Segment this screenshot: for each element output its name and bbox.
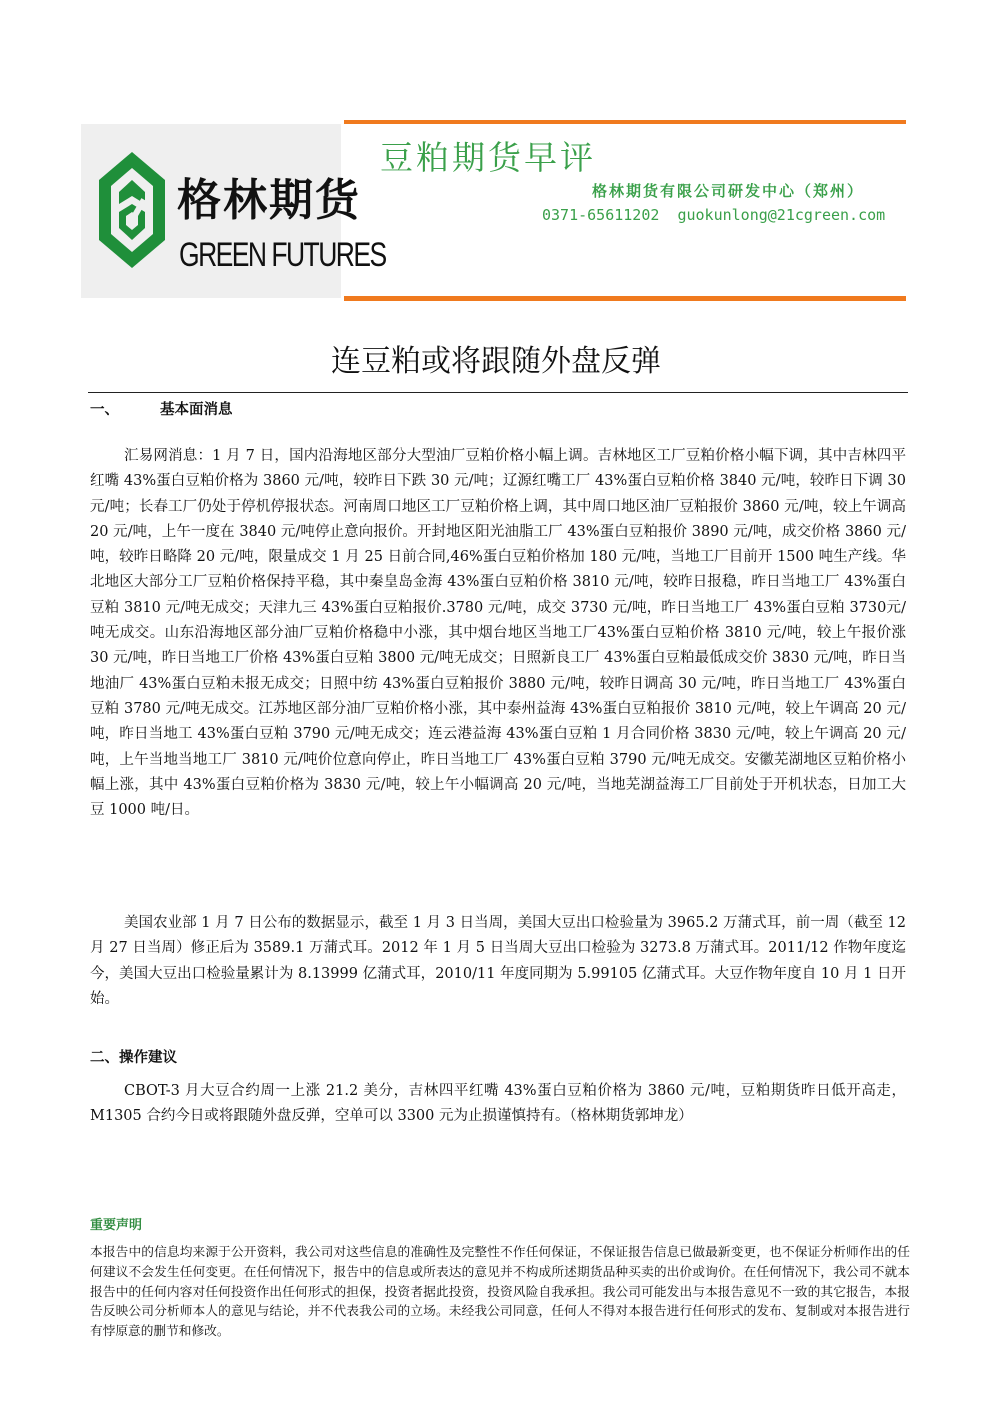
body-paragraph: 汇易网消息：1 月 7 日，国内沿海地区部分大型油厂豆粕价格小幅上调。吉林地区工厂豆粕价格小幅下调，其中吉林四平红嘴 43%蛋白豆粕价格为 3860 元/吨，较昨日下跌 30 元/吨；辽源红嘴工厂 43%蛋白豆粕价格 3840 元/吨，较昨日下调 30 元/吨；长春工厂仍处于停机停报状态。河南周口地区工厂豆粕价格上调，其中周口地区油厂豆粕报价 3860 元/吨，较上午调高 20 元/吨，上午一度在 3840 元/吨停止意向报价。开封地区阳光油脂工厂 43%蛋白豆粕报价 3890 元/吨，成交价格 3860 元/吨，较昨日略降 20 元/吨，限量成交 1 月 25 日前合同,46%蛋白豆粕价格加 180 元/吨，当地工厂目前开 1500 吨生产线。华北地区大部分工厂豆粕价格保持平稳，其中秦皇岛金海 43%蛋白豆粕价格 3810 元/吨，较昨日报稳，昨日当地工厂 43%蛋白豆粕 3810 元/吨无成交；天津九三 43%蛋白豆粕报价.3780 元/吨，成交 3730 元/吨，昨日当地工厂 43%蛋白豆粕 3730元/吨无成交。山东沿海地区部分油厂豆粕价格稳中小涨，其中烟台地区当地工厂43%蛋白豆粕价格 3810 元/吨，较上午报价涨 30 元/吨，昨日当地工厂价格 43%蛋白豆粕 3800 元/吨无成交；日照新良工厂 43%蛋白豆粕最低成交价 3830 元/吨，昨日当地油厂 43%蛋白豆粕未报无成交；日照中纺 43%蛋白豆粕报价 3880 元/吨，较昨日调高 30 元/吨，昨日当地工厂 43%蛋白豆粕 3780 元/吨无成交。江苏地区部分油厂豆粕价格小涨，其中泰州益海 43%蛋白豆粕报价 3810 元/吨，较上午调高 20 元/吨，昨日当地工 43%蛋白豆粕 3790 元/吨无成交；连云港益海 43%蛋白豆粕 1 月合同价格 3830 元/吨，较上午调高 20 元/吨，上午当地当地工厂 3810 元/吨价位意向停止，昨日当地工厂 43%蛋白豆粕 3790 元/吨无成交。安徽芜湖地区豆粕价格小幅上涨，其中 43%蛋白豆粕价格为 3830 元/吨，较上午小幅调高 20 元/吨，当地芜湖益海工厂目前处于开机状态，日加工大豆 1000 吨/日。 (90, 448, 906, 819)
header-top-rule (344, 120, 906, 124)
body-paragraph: 美国农业部 1 月 7 日公布的数据显示，截至 1 月 3 日当周，美国大豆出口检验量为 3965.2 万蒲式耳，前一周（截至 12 月 27 日当周）修正后为 3589.1 万蒲式耳。2012 年 1 月 5 日当周大豆出口检验为 3273.8 万蒲式耳。2011/12 作物年度迄今，美国大豆出口检验量累计为 8.13999 亿蒲式耳，2010/11 年度同期为 5.99105 亿蒲式耳。大豆作物年度自 10 月 1 日开始。 (90, 915, 906, 1007)
company-name: 格林期货有限公司研发中心（郑州） (592, 182, 865, 200)
green-futures-logo-icon (97, 150, 167, 270)
title-divider (88, 392, 908, 393)
section-1-number: 一、 (90, 402, 119, 418)
company-logo (81, 124, 386, 298)
section-1-heading: 基本面消息 (160, 402, 233, 418)
logo-english-text: GREEN FUTURES (179, 236, 386, 274)
section-2-heading: 二、操作建议 (90, 1050, 177, 1066)
body-paragraph: CBOT-3 月大豆合约周一上涨 21.2 美分，吉林四平红嘴 43%蛋白豆粕价格为 3860 元/吨，豆粕期货昨日低开高走，M1305 合约今日或将跟随外盘反弹，空单可以 3300 元为止损谨慎持有。（格林期货郭坤龙） (90, 1083, 906, 1125)
logo-chinese-text: 格林期货 (177, 175, 361, 226)
contact-info: 0371-65611202 guokunlong@21cgreen.com (542, 206, 886, 224)
disclaimer-heading: 重要声明 (90, 1218, 143, 1233)
disclaimer-text: 本报告中的信息均来源于公开资料，我公司对这些信息的准确性及完整性不作任何保证，不保证报告信息已做最新变更，也不保证分析师作出的任何建议不会发生任何变更。在任何情况下，报告中的信息或所表达的意见并不构成所述期货品种买卖的出价或询价。在任何情况下，我公司不就本报告中的任何内容对任何投资作出任何形式的担保，投资者据此投资，投资风险自我承担。我公司可能发出与本报告意见不一致的其它报告，本报告反映公司分析师本人的意见与结论，并不代表我公司的立场。未经我公司同意，任何人不得对本报告进行任何形式的发布、复制或对本报告进行有悖原意的删节和修改。 (90, 1244, 910, 1339)
report-title: 豆粕期货早评 (380, 138, 596, 177)
header-bottom-rule (344, 296, 906, 301)
article-title: 连豆粕或将跟随外盘反弹 (331, 344, 661, 379)
